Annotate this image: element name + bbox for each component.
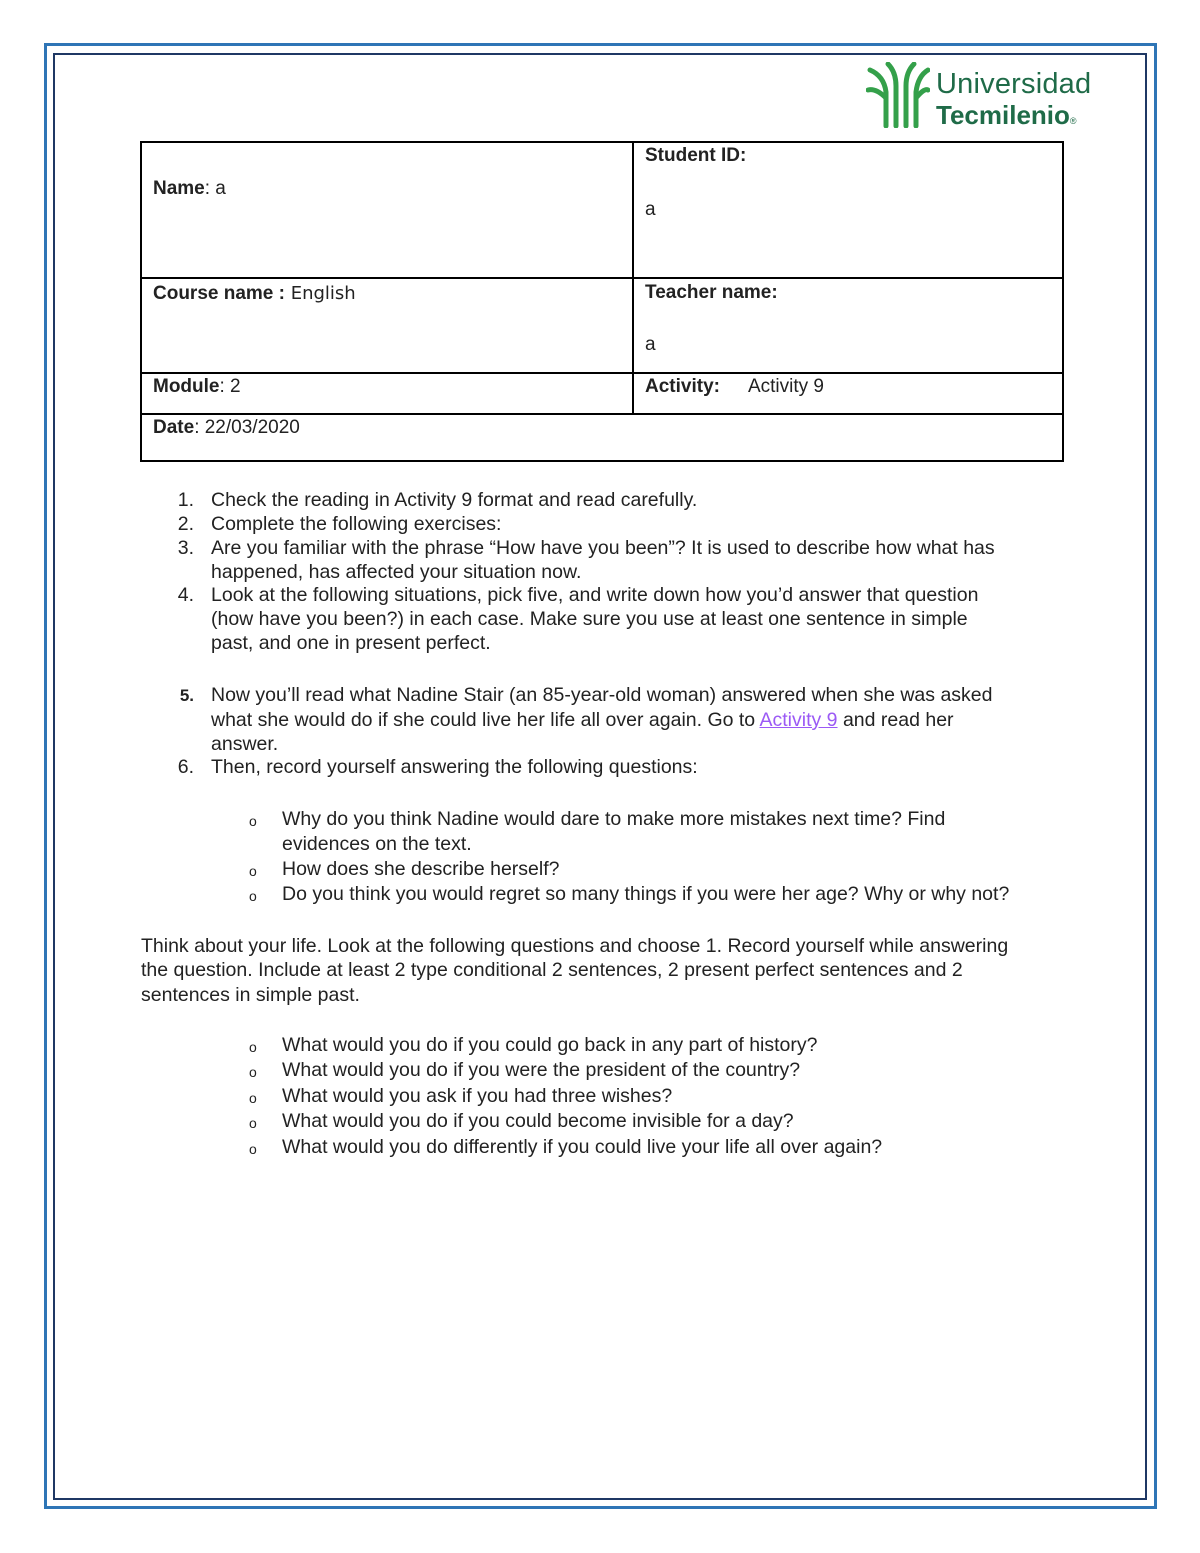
life-question-3: What would you ask if you had three wishes? bbox=[282, 1085, 673, 1107]
nadine-question-2: How does she describe herself? bbox=[282, 858, 560, 880]
item-number: 4. bbox=[177, 584, 194, 606]
instruction-5-line1: Now you’ll read what Nadine Stair (an 85-year-old woman) answered when she was asked bbox=[211, 684, 993, 706]
student-id-value: a bbox=[645, 199, 656, 220]
student-id-label: Student ID: bbox=[645, 145, 747, 166]
nadine-question-3: Do you think you would regret so many things if you were her age? Why or why not? bbox=[282, 883, 1010, 905]
nadine-question-1-line1: Why do you think Nadine would dare to make more mistakes next time? Find bbox=[282, 808, 946, 830]
life-paragraph-line3: sentences in simple past. bbox=[141, 984, 360, 1006]
instruction-4-line3: past, and one in present perfect. bbox=[211, 632, 491, 654]
bullet-icon: o bbox=[249, 1090, 257, 1106]
name-field: Name: a bbox=[153, 178, 226, 199]
item-number: 5. bbox=[179, 686, 194, 705]
activity-9-link[interactable]: Activity 9 bbox=[759, 709, 838, 731]
instruction-1: Check the reading in Activity 9 format and read carefully. bbox=[211, 489, 698, 511]
module-field: Module: 2 bbox=[153, 376, 241, 397]
instruction-3-line1: Are you familiar with the phrase “How have you been”? It is used to describe how what has bbox=[211, 537, 995, 559]
life-question-5: What would you do differently if you could live your life all over again? bbox=[282, 1136, 883, 1158]
table-divider bbox=[140, 277, 1064, 279]
life-paragraph-line2: the question. Include at least 2 type conditional 2 sentences, 2 present perfect sentences and 2 bbox=[141, 959, 963, 981]
instruction-4-line1: Look at the following situations, pick five, and write down how you’d answer that question bbox=[211, 584, 979, 606]
life-question-2: What would you do if you were the president of the country? bbox=[282, 1059, 801, 1081]
bullet-icon: o bbox=[249, 1064, 257, 1080]
nadine-question-1-line2: evidences on the text. bbox=[282, 833, 472, 855]
item-number: 6. bbox=[177, 756, 194, 778]
activity-field: Activity: Activity 9 bbox=[645, 376, 824, 397]
life-paragraph-line1: Think about your life. Look at the following questions and choose 1. Record yourself while answering bbox=[141, 935, 1009, 957]
course-field: Course name : English bbox=[153, 283, 356, 304]
instruction-4-line2: (how have you been?) in each case. Make sure you use at least one sentence in simple bbox=[211, 608, 968, 630]
bullet-icon: o bbox=[249, 1115, 257, 1131]
instruction-5-line3: answer. bbox=[211, 733, 279, 755]
logo-line1: Universidad bbox=[936, 68, 1092, 100]
teacher-label: Teacher name: bbox=[645, 282, 778, 303]
date-field: Date: 22/03/2020 bbox=[153, 417, 300, 438]
bullet-icon: o bbox=[249, 888, 257, 904]
item-number: 1. bbox=[177, 489, 194, 511]
bullet-icon: o bbox=[249, 863, 257, 879]
bullet-icon: o bbox=[249, 1039, 257, 1055]
table-divider bbox=[140, 413, 1064, 415]
bullet-icon: o bbox=[249, 813, 257, 829]
instruction-5-line2: what she would do if she could live her life all over again. Go to Activity 9 and read her bbox=[211, 709, 954, 731]
logo-line2: Tecmilenio® bbox=[936, 100, 1077, 130]
bullet-icon: o bbox=[249, 1141, 257, 1157]
instruction-6: Then, record yourself answering the following questions: bbox=[211, 756, 698, 778]
life-question-1: What would you do if you could go back in any part of history? bbox=[282, 1034, 818, 1056]
item-number: 3. bbox=[177, 537, 194, 559]
instruction-2: Complete the following exercises: bbox=[211, 513, 502, 535]
item-number: 2. bbox=[177, 513, 194, 535]
university-logo bbox=[866, 62, 1106, 132]
life-question-4: What would you do if you could become invisible for a day? bbox=[282, 1110, 794, 1132]
teacher-value: a bbox=[645, 334, 656, 355]
table-divider bbox=[140, 372, 1064, 374]
agave-logo-icon bbox=[866, 62, 930, 128]
instruction-3-line2: happened, has affected your situation now. bbox=[211, 561, 582, 583]
